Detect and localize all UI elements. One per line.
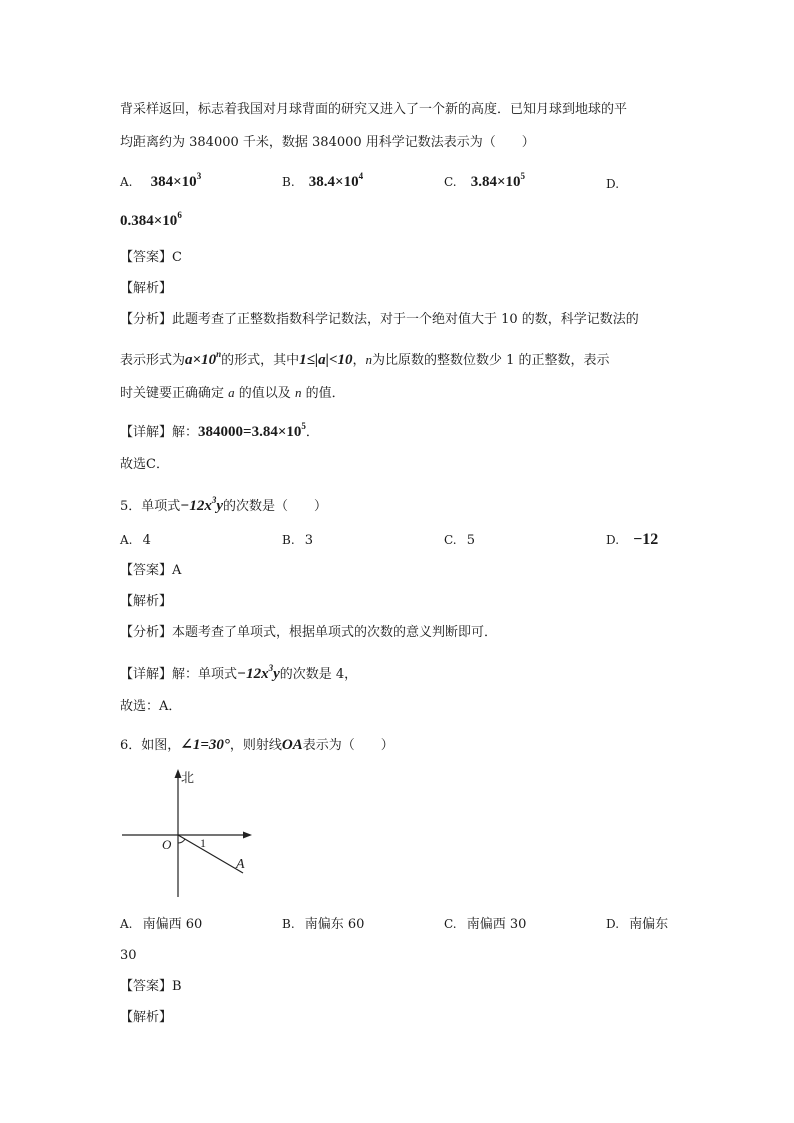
q6-option-d: D. 南偏东 (606, 917, 669, 932)
ray-oa-line (178, 835, 243, 873)
east-arrow-icon (243, 832, 252, 839)
q6-stem: 6．如图，∠1=30°，则射线OA表示为（ ） (120, 737, 394, 753)
q4-option-a (120, 172, 201, 193)
formula-angle: ∠1=30° (180, 737, 230, 753)
formula-monomial: $-12x^3y$ (237, 663, 280, 682)
q4-fenxi-line-2: 表示形式为$a\times 10^n$的形式，其中1≤|a|<10，n为比原数的整数位数少 1 的正整数，表示 (120, 349, 610, 368)
q6-option-c: C. 南偏西 30 (444, 917, 527, 932)
q5-option-c: C. 5 (444, 533, 475, 548)
option-value: $0.384\times 10^6$ (120, 210, 182, 229)
intro-line-1: 背采样返回，标志着我国对月球背面的研究又进入了一个新的高度．已知月球到地球的平 (120, 102, 628, 117)
option-label: A. (120, 175, 133, 189)
formula-solution: $384000=3.84\times 10^5$ (198, 421, 306, 440)
q4-conclusion: 故选C． (120, 457, 169, 472)
q6-answer: 【答案】B (120, 979, 182, 994)
q6-option-a: A. 南偏西 60 (120, 917, 203, 932)
q4-option-d-value (120, 211, 182, 232)
q4-answer: 【答案】C (120, 250, 182, 265)
option-value: $3.84\times 10^5$ (470, 171, 526, 190)
option-label: B. (282, 175, 295, 189)
formula-a-times-10n: $a\times 10^n$ (185, 349, 222, 368)
q5-xiangjie: 【详解】解：单项式$-12x^3y$的次数是 4， (120, 663, 358, 682)
point-a-label: A (236, 857, 245, 872)
q5-option-a: A. 4 (120, 533, 151, 548)
q5-fenxi: 【分析】本题考查了单项式，根据单项式的次数的意义判断即可． (120, 625, 498, 640)
q4-jiexi: 【解析】 (120, 281, 173, 296)
direction-figure (118, 765, 258, 900)
q5-option-b: B. 3 (282, 533, 314, 548)
angle-arc (178, 839, 185, 843)
q4-fenxi-line-1: 【分析】此题考查了正整数指数科学记数法，对于一个绝对值大于 10 的数，科学记数法的 (120, 312, 639, 327)
q5-conclusion: 故选：A． (120, 699, 182, 714)
ray-oa: OA (281, 737, 303, 753)
q5-answer: 【答案】A (120, 563, 182, 578)
q4-option-d-label: D. (606, 177, 620, 191)
origin-label: O (162, 837, 172, 852)
option-label: C. (444, 175, 457, 189)
angle-label: 1 (200, 836, 206, 850)
q6-option-d-wrap: 30 (120, 948, 137, 963)
q6-option-b: B. 南偏东 60 (282, 917, 365, 932)
q5-option-d: D. −12 (606, 531, 659, 548)
q4-xiangjie: 【详解】解：$384000=3.84\times 10^5$． (120, 421, 319, 440)
option-value: $38.4\times 10^4$ (308, 171, 364, 190)
intro-line-2: 均距离约为 384000 千米，数据 384000 用科学记数法表示为（ ） (120, 135, 535, 150)
formula-monomial: $-12x^3y$ (180, 495, 224, 514)
option-value: $384\times 10^3$ (150, 171, 202, 190)
q4-option-c (444, 172, 525, 193)
q4-fenxi-line-3: 时关键要正确确定 a 的值以及 n 的值． (120, 385, 345, 401)
north-label: 北 (181, 770, 195, 785)
q5-jiexi: 【解析】 (120, 594, 173, 609)
formula-condition: 1≤|a|<10 (299, 352, 353, 368)
q4-option-b (282, 172, 363, 193)
q6-jiexi: 【解析】 (120, 1010, 173, 1025)
q5-stem: 5．单项式$-12x^3y$的次数是（ ） (120, 495, 328, 514)
